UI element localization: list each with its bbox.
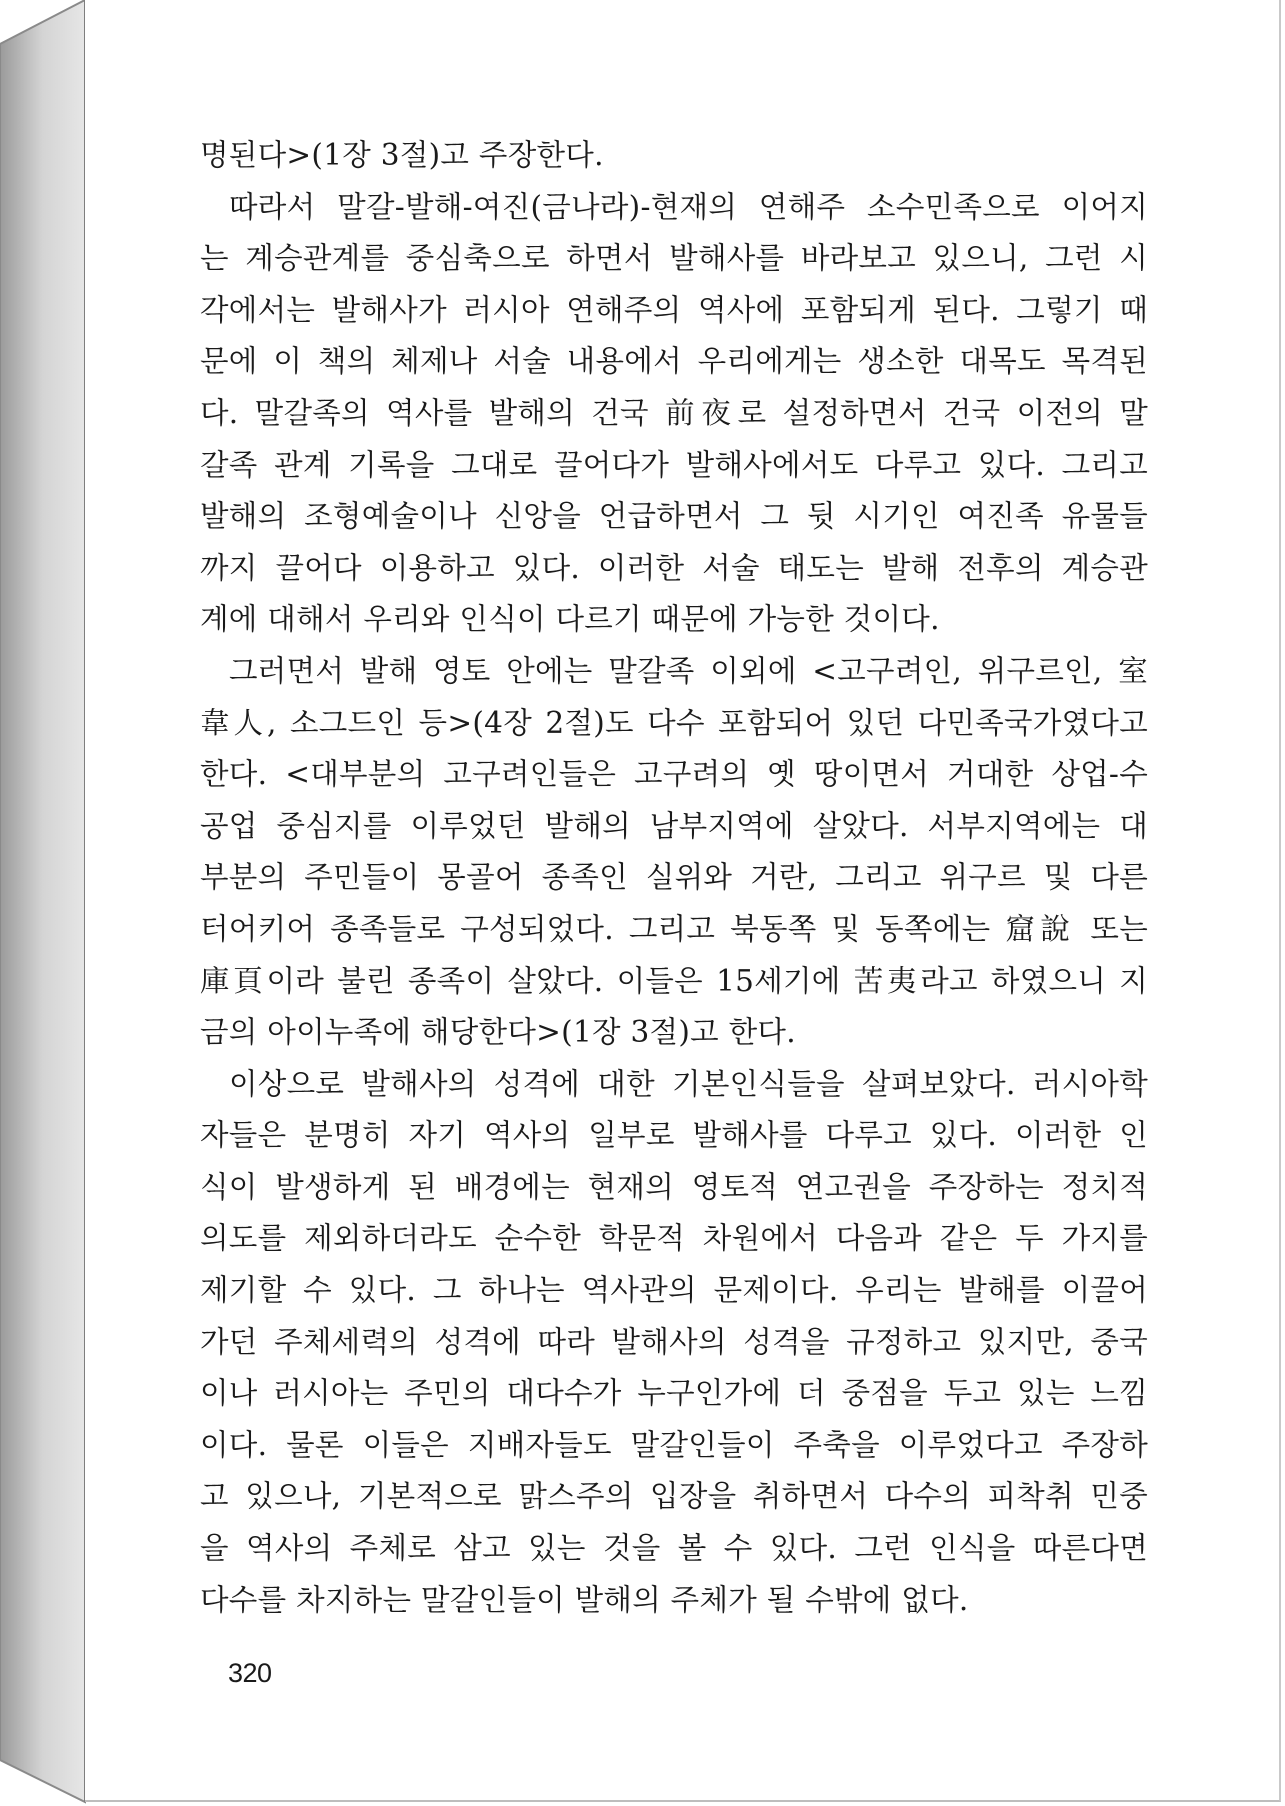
text-line: 명된다>(1장 3절)고 주장한다. <box>200 138 604 172</box>
text-line: 을 역사의 주체로 삼고 있는 것을 볼 수 있다. 그런 인식을 따른다면 <box>200 1531 1148 1566</box>
text-line: 이다. 물론 이들은 지배자들도 말갈인들이 주축을 이루었다고 주장하 <box>200 1427 1148 1462</box>
text-line: 다. 말갈족의 역사를 발해의 건국 前夜로 설정하면서 건국 이전의 말 <box>200 395 1148 430</box>
text-line: 공업 중심지를 이루었던 발해의 남부지역에 살았다. 서부지역에는 대 <box>200 808 1148 843</box>
text-line: 발해의 조형예술이나 신앙을 언급하면서 그 뒷 시기인 여진족 유물들 <box>200 499 1148 534</box>
text-line: 그러면서 발해 영토 안에는 말갈족 이외에 <고구려인, 위구르인, 室 <box>229 653 1148 688</box>
text-line: 이상으로 발해사의 성격에 대한 기본인식들을 살펴보았다. 러시아학 <box>229 1066 1148 1101</box>
text-line: 자들은 분명히 자기 역사의 일부로 발해사를 다루고 있다. 이러한 인 <box>200 1118 1148 1153</box>
text-line: 금의 아이누족에 해당한다>(1장 3절)고 한다. <box>200 1015 796 1050</box>
text-line: 계에 대해서 우리와 인식이 다르기 때문에 가능한 것이다. <box>200 602 940 637</box>
text-line: 제기할 수 있다. 그 하나는 역사관의 문제이다. 우리는 발해를 이끌어 <box>200 1273 1148 1308</box>
page-number: 320 <box>228 1658 272 1688</box>
text-line: 는 계승관계를 중심축으로 하면서 발해사를 바라보고 있으니, 그런 시 <box>200 241 1148 276</box>
text-line: 까지 끌어다 이용하고 있다. 이러한 서술 태도는 발해 전후의 계승관 <box>200 550 1148 585</box>
text-line: 의도를 제외하더라도 순수한 학문적 차원에서 다음과 같은 두 가지를 <box>200 1221 1148 1256</box>
text-line: 한다. <대부분의 고구려인들은 고구려의 옛 땅이면서 거대한 상업-수 <box>200 757 1148 792</box>
text-line: 韋人, 소그드인 등>(4장 2절)도 다수 포함되어 있던 다민족국가였다고 <box>200 705 1148 740</box>
text-line: 식이 발생하게 된 배경에는 현재의 영토적 연고권을 주장하는 정치적 <box>200 1169 1148 1204</box>
text-line: 각에서는 발해사가 러시아 연해주의 역사에 포함되게 된다. 그렇기 때 <box>200 292 1148 327</box>
text-line: 갈족 관계 기록을 그대로 끌어다가 발해사에서도 다루고 있다. 그리고 <box>200 447 1148 482</box>
text-line: 부분의 주민들이 몽골어 종족인 실위와 거란, 그리고 위구르 및 다른 <box>200 860 1148 895</box>
text-line: 庫頁이라 불린 종족이 살았다. 이들은 15세기에 苦夷라고 하였으니 지 <box>200 963 1148 998</box>
text-line: 다수를 차지하는 말갈인들이 발해의 주체가 될 수밖에 없다. <box>200 1582 969 1617</box>
text-line: 가던 주체세력의 성격에 따라 발해사의 성격을 규정하고 있지만, 중국 <box>200 1324 1148 1359</box>
text-line: 고 있으나, 기본적으로 맑스주의 입장을 취하면서 다수의 피착취 민중 <box>200 1479 1148 1514</box>
text-line: 터어키어 종족들로 구성되었다. 그리고 북동쪽 및 동쪽에는 窟說 또는 <box>200 911 1148 946</box>
text-line: 이나 러시아는 주민의 대다수가 누구인가에 더 중점을 두고 있는 느낌 <box>200 1376 1148 1411</box>
text-line: 따라서 말갈-발해-여진(금나라)-현재의 연해주 소수민족으로 이어지 <box>229 189 1148 224</box>
body-text <box>200 130 1148 1626</box>
text-line: 문에 이 책의 체제나 서술 내용에서 우리에게는 생소한 대목도 목격된 <box>200 344 1148 379</box>
